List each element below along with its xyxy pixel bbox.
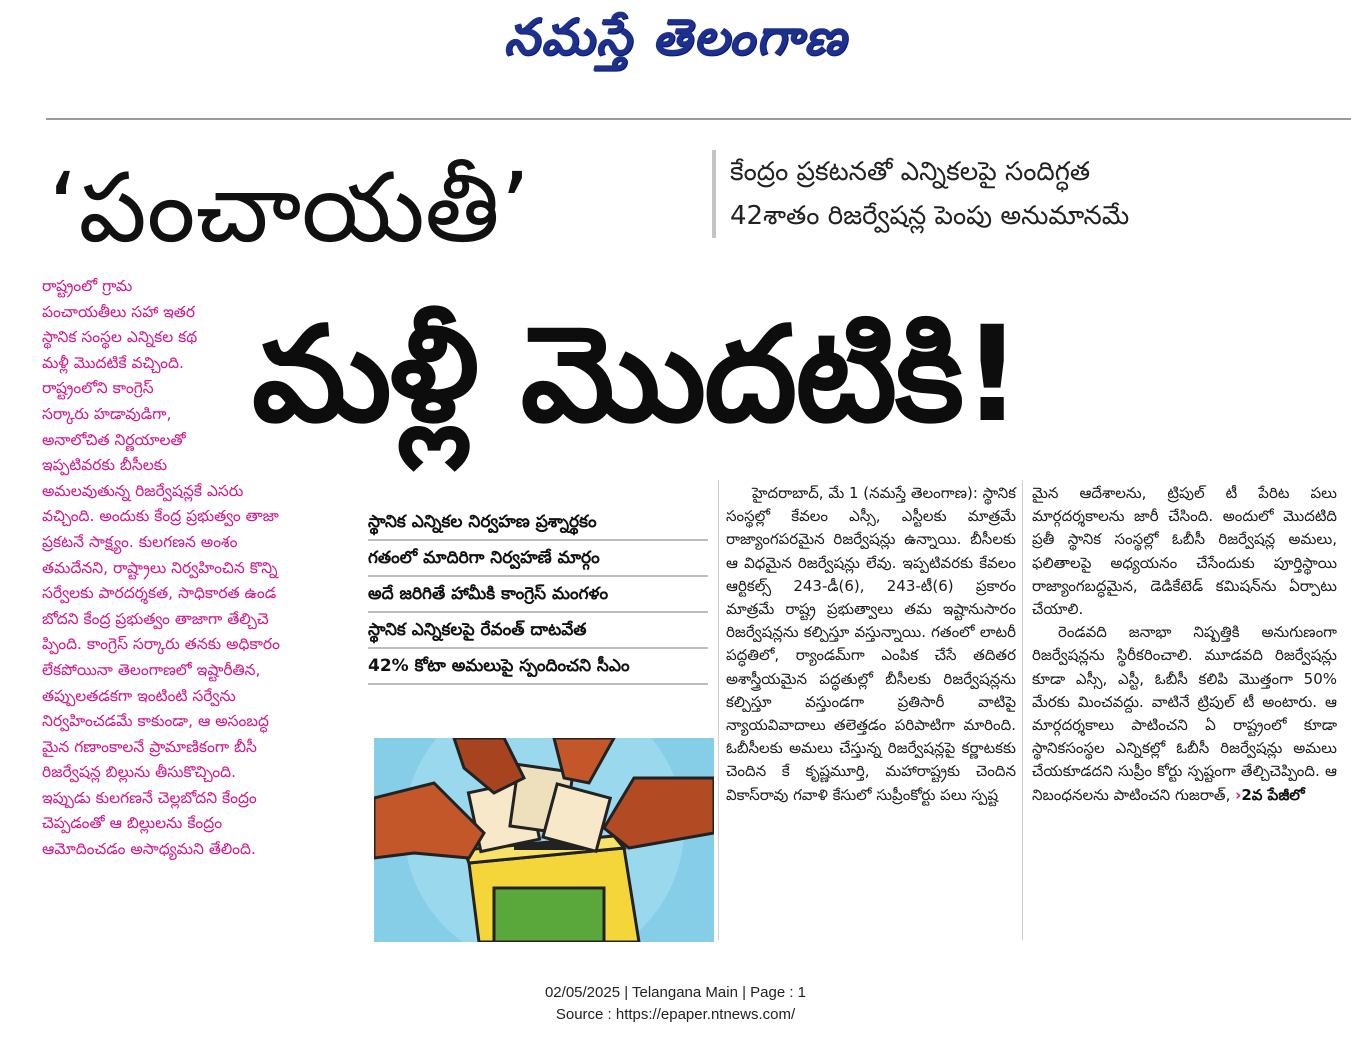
intro-line: పంచాయతీలు సహా ఇతర	[42, 302, 196, 321]
intro-line: లేకపోయినా తెలంగాణలో ఇష్టారీతిన,	[42, 660, 261, 679]
intro-line: ప్రకటనే సాక్ష్యం. కులగణన అంశం	[42, 532, 238, 551]
intro-line: రిజర్వేషన్ల బిల్లును తీసుకొచ్చింది.	[42, 763, 237, 782]
column-divider	[1022, 480, 1023, 940]
subdeck-2: 42శాతం రిజర్వేషన్ల పెంపు అనుమానమే	[730, 201, 1130, 231]
body-paragraph: హైదరాబాద్, మే 1 (నమస్తే తెలంగాణ): స్థానిక సంస్థల్లో కేవలం ఎస్సీ, ఎస్టీలకు మాత్రమే రాజ్యాంగపరమైన రిజర్వేషన్లు ఉన్నాయి. బీసీలకు ఆ విధమైన రిజర్వేషన్లు లేవు. ఇప్పటివరకు కేవలం ఆర్టికల్స్ 243-డీ(6), 243-టీ(6) ప్రకారం మాత్రమే రాష్ట్ర ప్రభుత్వాలు తమ ఇష్టానుసారం రిజర్వేషన్లను కల్పిస్తూ వస్తున్నాయి. గతంలో లాటరీ పద్ధతిలో, ర్యాండమ్‌గా ఎంపిక చేసే తదితర అశాస్త్రీయమైన పద్ధతుల్లో బీసీలకు రిజర్వేషన్లను కల్పిస్తూ వస్తుండగా ప్రతిసారీ వాటిపై న్యాయవివాదాలు తలెత్తడం పరిపాటిగా మారింది. ఓబీసీలకు అమలు చేస్తున్న రిజర్వేషన్లపై కర్ణాటకకు చెందిన కే కృష్ణమూర్తి, మహారాష్ట్రకు చెందిన వికాస్‌రావు గవాళి కేసులో సుప్రీంకోర్టు పలు స్పష్ట	[726, 484, 1016, 804]
footer-source-line: Source : https://epaper.ntnews.com/	[555, 1006, 796, 1023]
highlights-list	[368, 505, 708, 685]
kicker-title: ‘పంచాయతీ’	[48, 152, 531, 264]
intro-line: అమలవుతున్న రిజర్వేషన్లకే ఎసరు	[42, 481, 244, 500]
intro-line: బోదని కేంద్ర ప్రభుత్వం తాజాగా తేల్చిచె	[42, 609, 269, 628]
highlight-item: అదే జరిగితే హామీకి కాంగ్రెస్ మంగళం	[368, 577, 708, 613]
intro-line: స్థానిక సంస్థల ఎన్నికల కథ	[42, 328, 198, 347]
intro-line: ఇప్పుడు కులగణనే చెల్లబోదని కేంద్రం	[42, 788, 257, 807]
intro-line: అనాలోచిత నిర్ణయాలతో	[42, 430, 186, 449]
intro-line: సర్కారు హడావుడిగా,	[42, 404, 172, 423]
masthead-divider	[46, 118, 1351, 120]
intro-line: ఇప్పటివరకు బీసీలకు	[42, 456, 168, 475]
newspaper-logo: నమస్తే తెలంగాణ	[503, 8, 848, 66]
intro-line: నిర్వహించడమే కాకుండా, ఆ అసంబద్ధ	[42, 712, 269, 731]
intro-line: ఆమోదించడం అసాధ్యమని తేలింది.	[42, 840, 256, 859]
ballot-box-illustration	[374, 738, 714, 942]
intro-line: రాష్ట్రంలో గ్రామ	[42, 277, 133, 295]
ballot-box-icon	[374, 738, 714, 942]
intro-line: మళ్లీ మొదటికే వచ్చింది.	[42, 353, 184, 372]
column-divider	[718, 480, 719, 940]
intro-line: సర్వేలకు పారదర్శకత, సాధికారత ఉండ	[42, 584, 277, 603]
continued-page-ref: 2వ పేజీలో	[1241, 785, 1305, 804]
body-paragraph	[1032, 621, 1337, 807]
intro-line: వచ్చింది. అందుకు కేంద్ర ప్రభుత్వం తాజా	[42, 507, 279, 526]
subdeck-1: కేంద్రం ప్రకటనతో ఎన్నికలపై సందిగ్ధత	[730, 157, 1091, 187]
intro-line: రాష్ట్రంలోని కాంగ్రెస్	[42, 379, 154, 398]
highlight-item: స్థానిక ఎన్నికల నిర్వహణ ప్రశ్నార్థకం	[368, 505, 708, 541]
continued-arrow-icon: ›	[1235, 785, 1242, 804]
footer-date-line: 02/05/2025 | Telangana Main | Page : 1	[544, 984, 807, 1001]
highlight-item: 42% కోటా అమలుపై స్పందించని సీఎం	[368, 649, 708, 685]
main-headline: మళ్లీ మొదటికి!	[252, 298, 1021, 452]
masthead	[0, 0, 1351, 90]
intro-line: చెప్పడంతో ఆ బిల్లులను కేంద్రం	[42, 814, 223, 833]
intro-line: తమదేనని, రాష్ట్రాలు నిర్వహించిన కొన్ని	[42, 558, 278, 577]
body-column-1	[726, 482, 1016, 807]
page-footer	[0, 982, 1351, 1026]
body-paragraph-text: రెండవది జనాభా నిష్పత్తికి అనుగుణంగా రిజర్వేషన్లను స్థిరీకరించాలి. మూడవది రిజర్వేషన్లు కూడా ఎస్సీ, ఎస్టీ, ఓబీసీ కలిపి మొత్తంగా 50% మేరకు మించవద్దు. వాటినే ట్రిపుల్ టీ అంటారు. ఆ మార్గదర్శకాలు పాటించని ఏ రాష్ట్రంలో కూడా స్థానికసంస్థల ఎన్నికల్లో ఓబీసీ రిజర్వేషన్లు అమలు చేయకూడదని సుప్రీం కోర్టు స్పష్టంగా తేల్చిచెప్పింది. ఆ నిబంధనలను పాటించని గుజరాత్,	[1032, 623, 1337, 804]
intro-line: తప్పులతడకగా ఇంటింటి సర్వేను	[42, 686, 236, 705]
highlight-item: గతంలో మాదిరిగా నిర్వహణే మార్గం	[368, 541, 708, 577]
subdecks	[712, 150, 1332, 238]
highlight-item: స్థానిక ఎన్నికలపై రేవంత్ దాటవేత	[368, 613, 708, 649]
intro-line: ప్పింది. కాంగ్రెస్ సర్కారు తనకు అధికారం	[42, 635, 280, 654]
intro-line: మైన గణాంకాలనే ప్రామాణికంగా బీసీ	[42, 737, 257, 756]
body-paragraph: మైన ఆదేశాలను, ట్రిపుల్ టీ పేరిట పలు మార్గదర్శకాలను జారీ చేసింది. అందులో మొదటిది ప్రతీ స్థానిక సంస్థల్లో ఓబీసీ రిజర్వేషన్ల అమలు, ఫలితాలపై అధ్యయనం చేసేందుకు పూర్తిస్థాయి రాజ్యాంగబద్ధమైన, డెడికేటెడ్ కమిషన్‌ను ఏర్పాటు చేయాలి.	[1032, 484, 1337, 619]
body-column-2	[1032, 482, 1337, 807]
